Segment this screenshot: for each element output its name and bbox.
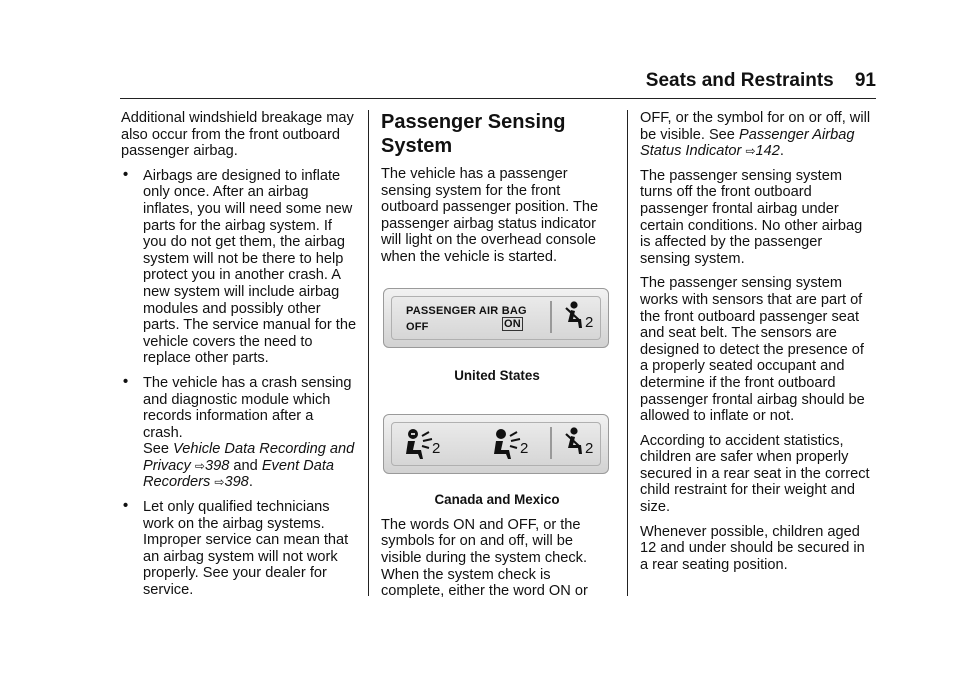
caption-canada-mexico: Canada and Mexico [434,492,560,508]
page-header [600,70,876,92]
bullet-text: Airbags are designed to inflate only once. After an airbag inflates, you will need some new parts for the airbag system. If you do not get them, the airbag system will not be there to help protect you in another crash. A new system will include airbag modules and possibly other parts. The service manual for the vehicle covers the need to replace other parts. [143,167,357,367]
bullet-item [121,499,357,599]
paragraph: According to accident statistics, children are safer when properly secured in a rear seat in the correct child restraint for their weight and size. [640,432,870,516]
airbag-indicator-canada-mexico [383,414,609,474]
paragraph [640,110,876,160]
indicator-panel [391,422,601,466]
period: . [248,474,253,491]
icon-subscript: 2 [520,440,529,458]
section-heading: Passenger Sensing System [381,111,566,157]
xref-arrow-icon: ⇨ [745,144,756,159]
xref-link[interactable]: Event Data Recorders [143,457,335,491]
indicator-label-on: ON [504,317,521,330]
section-title: Seats and Restraints [645,70,834,91]
bullet-text: The vehicle has a crash sensing and diagnostic module which records information after a crash. [143,374,352,441]
bullet-text: Let only qualified technicians work on the airbag systems. Improper service can mean that an airbag system will not work properly. See your dealer for service. [143,499,349,599]
indicator-label-off: OFF [406,320,429,333]
indicator-panel [391,296,601,340]
bullet-item [121,168,357,367]
see-text: See [143,441,169,458]
body-paragraph: The words ON and OFF, or the symbols for on and off, will be visible during the system check. When the system check is complete, either the word ON or [381,516,588,600]
airbag-indicator-us [383,288,609,348]
bullet-mark: • [123,373,129,390]
xref-page-link[interactable]: 142 [755,143,780,160]
indicator-divider [550,301,552,333]
airbag-off-icon [402,426,436,460]
seatbelt-passenger-icon [560,426,586,458]
airbag-on-icon [490,426,524,460]
bullet-item [121,375,357,491]
intro-paragraph: Additional windshield breakage may also occur from the front outboard passenger airbag. [121,110,354,160]
column-2 [381,110,613,608]
xref-page-link[interactable]: 398 [224,474,249,491]
paragraph: The passenger sensing system works with sensors that are part of the front outboard passenger seat and seat belt. The sensors are designed to detect the presence of a properly seated occupant and determine if the front outboard passenger frontal airbag should be allowed to inflate or not. [640,275,865,425]
seatbelt-passenger-icon [560,300,586,332]
column-1 [121,110,357,607]
and-text: and [233,457,258,474]
paragraph-text: OFF, or the symbol for on or off, will be visible. See [640,110,871,143]
column-divider-2 [627,110,628,596]
paragraph: Whenever possible, children aged 12 and under should be secured in a rear seating position. [640,523,865,573]
intro-paragraph: The vehicle has a passenger sensing system for the front outboard passenger position. The passenger airbag status indicator will light on the overhead console when the vehicle is started. [381,166,599,265]
icon-subscript: 2 [585,313,594,331]
caption-united-states: United States [454,367,540,383]
bullet-mark: • [123,498,129,515]
period: . [779,143,784,160]
icon-subscript: 2 [585,440,594,458]
bullet-mark: • [123,166,129,183]
column-divider-1 [368,110,369,596]
header-rule [120,98,876,99]
xref-link[interactable]: Passenger Airbag Status Indicator [640,126,855,160]
xref-link[interactable]: Vehicle Data Recording and Privacy [143,441,355,474]
paragraph: The passenger sensing system turns off the front outboard passenger frontal airbag under certain conditions. No other airbag is affected by the passenger sensing system. [640,167,863,267]
page-number: 91 [854,70,876,91]
column-3 [640,110,876,581]
xref-page-link[interactable]: 398 [204,457,230,474]
icon-subscript: 2 [432,440,441,458]
xref-arrow-icon: ⇨ [214,475,225,490]
indicator-divider [550,427,552,459]
xref-arrow-icon: ⇨ [194,458,205,473]
indicator-label-passenger-air-bag: PASSENGER AIR BAG [406,304,527,317]
